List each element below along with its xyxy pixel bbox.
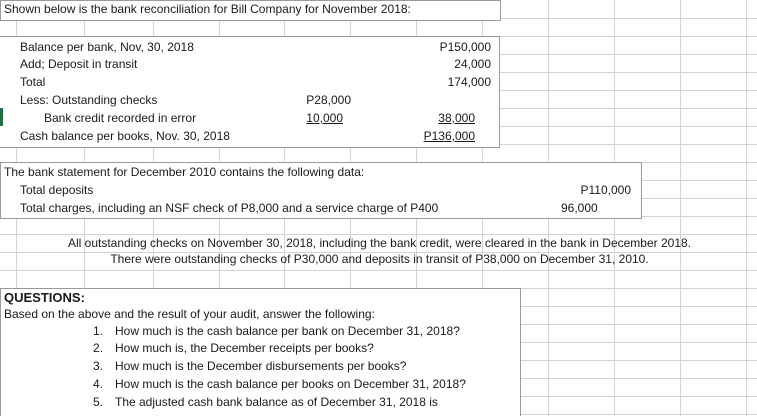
row-selection-indicator [0,108,3,126]
recon-row-label: Bank credit recorded in error [44,111,197,125]
statement-title: The bank statement for December 2010 contains the following data: [4,165,365,179]
question-number: 1. [93,324,104,338]
recon-row-value: 174,000 [400,75,492,90]
question-text: How much is the cash balance per books on December 31, 2018? [115,377,466,391]
statement-row-label: Total deposits [20,183,94,197]
note-line: There were outstanding checks of P30,000 and deposits in transit of P38,000 on December 31, 2010. [110,252,649,266]
question-number: 2. [93,341,104,355]
recon-row-label: Total [20,75,46,89]
recon-row-subvalue: 10,000 [262,111,344,126]
reconciliation-title: Shown below is the bank reconciliation for Bill Company for November 2018: [4,2,411,16]
recon-row-value: 24,000 [400,57,492,72]
questions-heading: QUESTIONS: [4,290,85,305]
question-text: How much is the cash balance per bank on December 31, 2018? [115,324,460,338]
recon-row-label: Balance per bank, Nov, 30, 2018 [20,40,194,54]
recon-row-label: Less: Outstanding checks [20,93,158,107]
question-number: 3. [93,359,104,373]
questions-intro: Based on the above and the result of your audit, answer the following: [4,307,375,321]
recon-row-value: P136,000 [400,129,476,144]
question-number: 5. [93,395,104,409]
recon-row-value: 38,000 [400,111,476,126]
recon-row-subvalue: P28,000 [270,93,352,108]
statement-row-value: P110,000 [540,183,632,198]
question-text: How much is, the December receipts per books? [115,341,374,355]
recon-row-label: Cash balance per books, Nov. 30, 2018 [20,129,230,143]
question-number: 4. [93,377,104,391]
recon-row-value: P150,000 [400,40,492,55]
statement-row-label: Total charges, including an NSF check of P8,000 and a service charge of P400 [20,201,439,215]
recon-row-label: Add; Deposit in transit [20,57,138,71]
question-text: The adjusted cash bank balance as of December 31, 2018 is [115,395,438,409]
note-line: All outstanding checks on November 30, 2018, including the bank credit, were cleared in the bank in December 2018. [67,236,692,250]
question-text: How much is the December disbursements per books? [115,359,407,373]
statement-row-value: 96,000 [561,201,598,215]
